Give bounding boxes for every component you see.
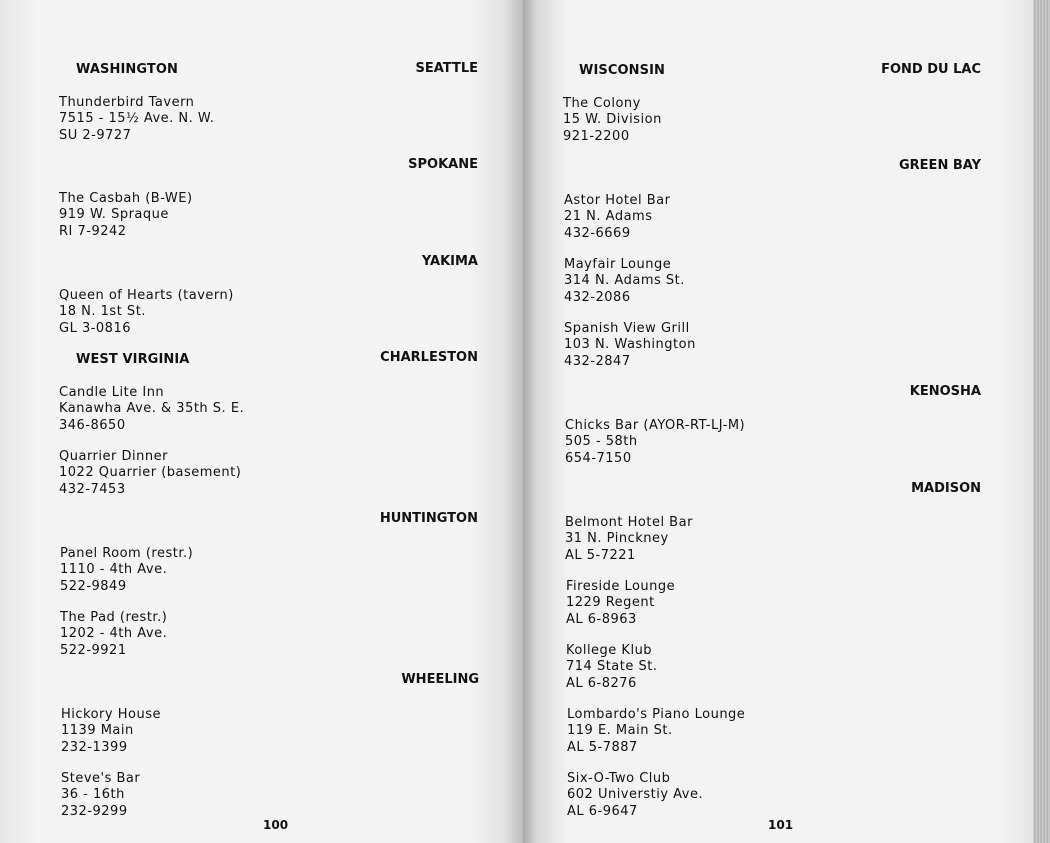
listing-address: 31 N. Pinckney [565,531,669,547]
listing-entry [59,385,244,434]
listing-entry [59,288,234,337]
page-edges [1033,0,1050,843]
listing-phone: 346-8650 [59,417,126,433]
listing-address: 103 N. Washington [564,337,696,353]
listing-name: Steve's Bar [61,771,141,786]
state-heading-west-virginia: WEST VIRGINIA [76,352,190,367]
listing-entry [563,96,662,145]
listing-address: 15 W. Division [563,112,662,128]
listing-address: 1022 Quarrier (basement) [59,465,242,481]
listing-name: The Colony [563,96,641,111]
listing-name: Candle Lite Inn [59,385,165,400]
city-heading-huntington: HUNTINGTON [379,511,478,526]
listing-phone: 432-2086 [564,289,631,305]
listing-phone: AL 6-9647 [567,803,638,819]
listing-phone: AL 6-8963 [566,611,637,627]
city-heading-madison: MADISON [911,481,981,496]
listing-name: Panel Room (restr.) [60,546,194,561]
listing-name: Hickory House [61,707,161,722]
listing-name: Belmont Hotel Bar [565,515,693,530]
listing-address: 505 - 58th [565,434,638,450]
listing-name: Spanish View Grill [564,321,690,336]
city-heading-charleston: CHARLESTON [380,350,478,365]
listing-phone: 921-2200 [563,128,630,144]
listing-entry [61,707,161,756]
listing-phone: SU 2-9727 [59,127,132,143]
listing-address: 602 Universtiy Ave. [567,787,704,803]
listing-address: 1110 - 4th Ave. [60,562,168,578]
listing-name: Six-O-Two Club [567,771,671,786]
listing-name: Quarrier Dinner [59,449,168,464]
city-heading-seattle: SEATTLE [415,61,478,76]
state-heading-washington: WASHINGTON [76,62,179,77]
listing-entry [564,321,696,370]
listing-entry [567,707,745,756]
listing-name: Mayfair Lounge [564,257,672,272]
listing-entry [61,771,140,820]
listing-phone: 522-9849 [60,578,127,594]
city-heading-spokane: SPOKANE [408,157,478,172]
city-heading-fond-du-lac: FOND DU LAC [881,62,981,77]
listing-address: 919 W. Spraque [59,207,169,223]
listing-address: 714 State St. [566,659,658,675]
listing-address: 1202 - 4th Ave. [60,626,168,642]
listing-phone: 232-9299 [61,803,128,819]
listing-entry [60,546,193,595]
state-heading-wisconsin: WISCONSIN [579,63,665,78]
listing-entry [567,771,703,820]
listing-entry [565,418,745,467]
listing-address: 314 N. Adams St. [564,273,685,289]
listing-address: 7515 - 15½ Ave. N. W. [59,111,215,127]
listing-entry [59,95,214,144]
listing-address: 36 - 16th [61,787,125,803]
left-page [0,0,523,843]
city-heading-yakima: YAKIMA [421,254,478,269]
listing-entry [59,449,241,498]
listing-phone: 654-7150 [565,450,632,466]
listing-phone: 522-9921 [60,642,127,658]
listing-entry [566,579,675,628]
listing-entry [565,515,693,564]
listing-phone: RI 7-9242 [59,223,127,239]
listing-phone: 432-2847 [564,353,631,369]
listing-name: The Casbah (B-WE) [59,191,193,206]
listing-address: 18 N. 1st St. [59,304,146,320]
listing-entry [564,193,671,242]
listing-phone: 432-6669 [564,225,631,241]
listing-name: Thunderbird Tavern [59,95,195,110]
listing-phone: 232-1399 [61,739,128,755]
listing-phone: AL 5-7887 [567,739,638,755]
listing-entry [564,257,685,306]
listing-phone: GL 3-0816 [59,320,131,336]
listing-entry [59,191,193,240]
listing-name: Lombardo's Piano Lounge [567,707,746,722]
listing-name: Kollege Klub [566,643,653,658]
page-number: 100 [263,818,289,832]
listing-address: 1139 Main [61,723,134,739]
listing-entry [566,643,657,692]
listing-name: Fireside Lounge [566,579,676,594]
city-heading-green-bay: GREEN BAY [899,158,981,173]
page-number: 101 [768,818,794,832]
city-heading-kenosha: KENOSHA [909,384,981,399]
listing-name: Chicks Bar (AYOR-RT-LJ-M) [565,418,746,433]
listing-name: The Pad (restr.) [60,610,168,625]
listing-entry [60,610,167,659]
listing-phone: AL 6-8276 [566,675,637,691]
city-heading-wheeling: WHEELING [401,672,479,687]
listing-address: Kanawha Ave. & 35th S. E. [59,401,245,417]
listing-address: 21 N. Adams [564,209,653,225]
listing-address: 119 E. Main St. [567,723,673,739]
listing-name: Astor Hotel Bar [564,193,671,208]
right-page [523,0,1033,843]
listing-address: 1229 Regent [566,595,655,611]
listing-phone: AL 5-7221 [565,547,636,563]
listing-name: Queen of Hearts (tavern) [59,288,234,303]
listing-phone: 432-7453 [59,481,126,497]
